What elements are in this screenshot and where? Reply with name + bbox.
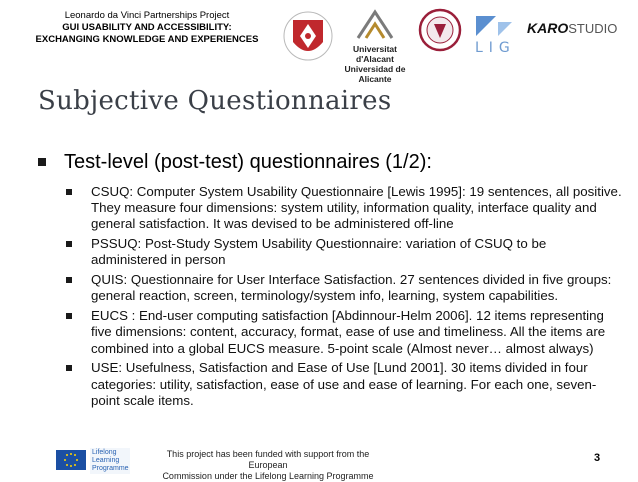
project-info (28, 10, 266, 46)
questionnaire-list (64, 184, 624, 413)
funding-notice: This project has been funded with support from the European Commission under the Lifelong Learning Programme (162, 449, 374, 481)
list-item-use: USE: Usefulness, Satisfaction and Ease of Use [Lund 2001]. 30 items divided in four categories: utility, satisfaction, ease of use and ease of learning. For each one, seven-point scale items. (64, 360, 624, 409)
lig-logo-mark (474, 14, 514, 40)
slide-header (0, 0, 638, 84)
university-joseph-fourier-logo (418, 6, 462, 62)
lig-logo: LIG (475, 40, 516, 56)
universitat-alacant-logo: Universitat d'Alacant Universidad de Alicante (344, 44, 406, 84)
page-number: 3 (594, 452, 601, 464)
lifelong-learning-text: Lifelong Learning Programme (92, 449, 129, 472)
list-item-quis: QUIS: Questionnaire for User Interface Satisfaction. 27 sentences divided in five groups: general reaction, screen, terminology/system info, learning, system capabilities. (64, 272, 624, 304)
list-item-eucs: EUCS : End-user computing satisfaction [Abdinnour-Helm 2006]. 12 items representing five dimensions: content, accuracy, format, ease of use and timeliness. All the items are combined into a global EUCS measure. 5-point scale (Almost never… almost always) (64, 308, 624, 357)
square-bullet-icon (38, 158, 46, 166)
slide-title: Subjective Questionnaires (38, 86, 392, 116)
project-subtitle-2: EXCHANGING KNOWLEDGE AND EXPERIENCES (35, 34, 259, 45)
universitat-alacant-icon (352, 8, 398, 42)
karo-studio-logo: KAROSTUDIO (527, 20, 618, 36)
list-item-pssuq: PSSUQ: Post-Study System Usability Questionnaire: variation of CSUQ to be administered in person (64, 236, 624, 268)
project-subtitle-1: GUI USABILITY AND ACCESSIBILITY: (62, 22, 232, 33)
level1-text: Test-level (post-test) questionnaires (1/2): (64, 151, 432, 173)
university-crest-logo (283, 6, 333, 66)
eu-flag-icon (56, 450, 86, 470)
slide-footer (0, 446, 638, 479)
project-name: Leonardo da Vinci Partnerships Project (64, 10, 230, 21)
list-item-csuq: CSUQ: Computer System Usability Questionnaire [Lewis 1995]: 19 sentences, all positive. They measure four dimensions: system utility, information quality, interface quality and general satisfaction. It was devised to be administered off-line (64, 184, 624, 233)
